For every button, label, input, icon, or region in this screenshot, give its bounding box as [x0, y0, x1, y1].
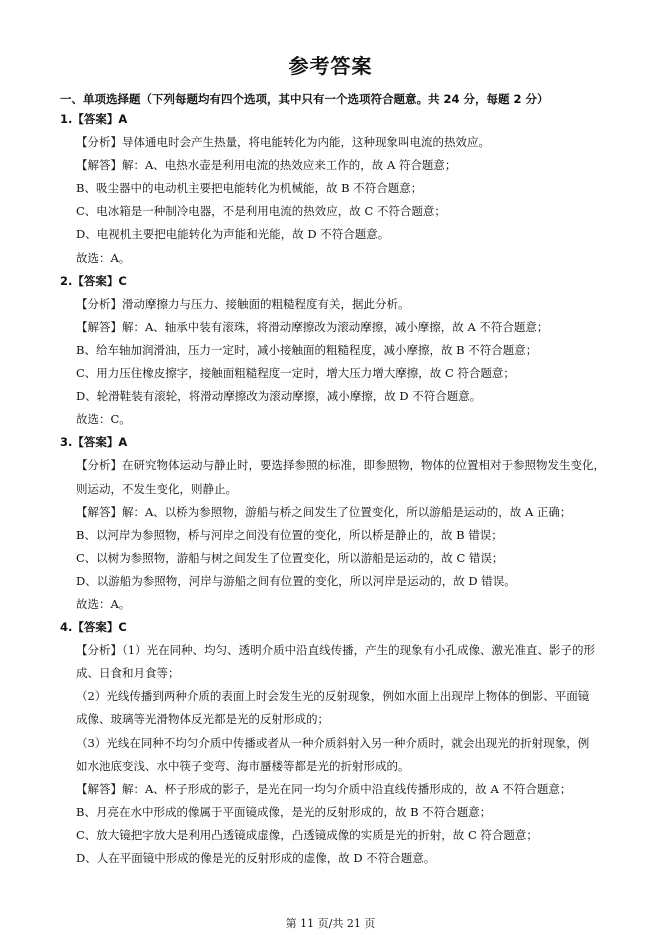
text-line: 故选：C。	[76, 412, 131, 427]
text-line: C、电冰箱是一种制冷电器，不是利用电流的热效应，故 C 不符合题意；	[76, 204, 446, 219]
answer-body	[60, 108, 620, 870]
question-header	[60, 108, 620, 131]
text-line: B、给车轴加润滑油，压力一定时，减小接触面的粗糙程度，减小摩擦，故 B 不符合题意；	[76, 342, 538, 357]
text-line: 【解答】解：A、杯子形成的影子，是光在同一均匀介质中沿直线传播形成的，故 A 不符合题意；	[76, 781, 572, 796]
section-heading: 一、单项选择题（下列每题均有四个选项，其中只有一个选项符合题意。共 24 分，每题 2 分）	[60, 92, 549, 106]
text-line: B、以河岸为参照物，桥与河岸之间没有位置的变化，所以桥是静止的，故 B 错误；	[76, 527, 503, 542]
text-line: 【解答】解：A、电热水壶是利用电流的热效应来工作的，故 A 符合题意；	[76, 158, 457, 173]
text-line: 【解答】解：A、以桥为参照物，游船与桥之间发生了位置变化，所以游船是运动的，故 A 正确；	[76, 504, 572, 519]
text-line: C、以树为参照物，游船与树之间发生了位置变化，所以游船是运动的，故 C 错误；	[76, 550, 504, 565]
answer-label: 【答案】A	[72, 112, 128, 126]
text-line: C、用力压住橡皮擦字，接触面粗糙程度一定时，增大压力增大摩擦，故 C 符合题意；	[76, 366, 515, 381]
answer-label: 【答案】C	[72, 620, 127, 635]
question-header	[60, 616, 620, 639]
text-line: 故选：A。	[76, 596, 131, 611]
text-line: B、吸尘器中的电动机主要把电能转化为机械能，故 B 不符合题意；	[76, 181, 423, 196]
question-header	[60, 431, 620, 454]
text-line: D、人在平面镜中形成的像是光的反射形成的虚像，故 D 不符合题意。	[76, 851, 436, 865]
text-line: 【分析】（1）光在同种、均匀、透明介质中沿直线传播，产生的现象有小孔成像、激光准直、影子的形	[76, 643, 596, 658]
text-line: 【分析】导体通电时会产生热量，将电能转化为内能，这种现象叫电流的热效应。	[76, 135, 490, 150]
answer-label: 【答案】A	[72, 435, 128, 450]
text-line: 成、日食和月食等；	[76, 666, 180, 681]
question-header	[60, 270, 620, 293]
text-line: D、以游船为参照物，河岸与游船之间有位置的变化，所以河岸是运动的，故 D 错误。	[76, 573, 516, 588]
text-line: B、月亮在水中形成的像属于平面镜成像，是光的反射形成的，故 B 不符合题意；	[76, 804, 492, 819]
question-number: 1.	[60, 112, 73, 126]
text-line: D、轮滑鞋装有滚轮，将滑动摩擦改为滚动摩擦，减小摩擦，故 D 不符合题意。	[76, 389, 482, 404]
page-title: 参考答案	[288, 54, 373, 78]
page-footer: 第 11 页/共 21 页	[285, 917, 376, 930]
text-line: 则运动，不发生变化，则静止。	[76, 481, 237, 496]
text-line: 故选：A。	[76, 250, 131, 265]
question-number: 3.	[60, 435, 73, 450]
answer-label: 【答案】C	[72, 273, 127, 288]
text-line: D、电视机主要把电能转化为声能和光能，故 D 不符合题意。	[76, 227, 390, 242]
question-number: 2.	[60, 273, 73, 288]
text-line: 【分析】滑动摩擦力与压力、接触面的粗糙程度有关，据此分析。	[76, 296, 410, 311]
text-line: （2）光线传播到两种介质的表面上时会发生光的反射现象，例如水面上出现岸上物体的倒影、平面镜	[76, 689, 590, 704]
text-line: 成像、玻璃等光滑物体反光都是光的反射形成的；	[76, 712, 329, 727]
text-line: C、放大镜把字放大是利用凸透镜成虚像，凸透镜成像的实质是光的折射，故 C 符合题意；	[76, 827, 538, 842]
text-line: 【分析】在研究物体运动与静止时，要选择参照的标准，即参照物，物体的位置相对于参照物发生变化，	[76, 458, 605, 473]
text-line: 【解答】解：A、轴承中装有滚珠，将滑动摩擦改为滚动摩擦，减小摩擦，故 A 不符合题意；	[76, 319, 549, 334]
text-line: （3）光线在同种不均匀介质中传播或者从一种介质斜射入另一种介质时，就会出现光的折射现象，例	[76, 735, 590, 750]
question-number: 4.	[60, 620, 73, 635]
text-line: 如水池底变浅、水中筷子变弯、海市蜃楼等都是光的折射形成的。	[76, 758, 410, 773]
